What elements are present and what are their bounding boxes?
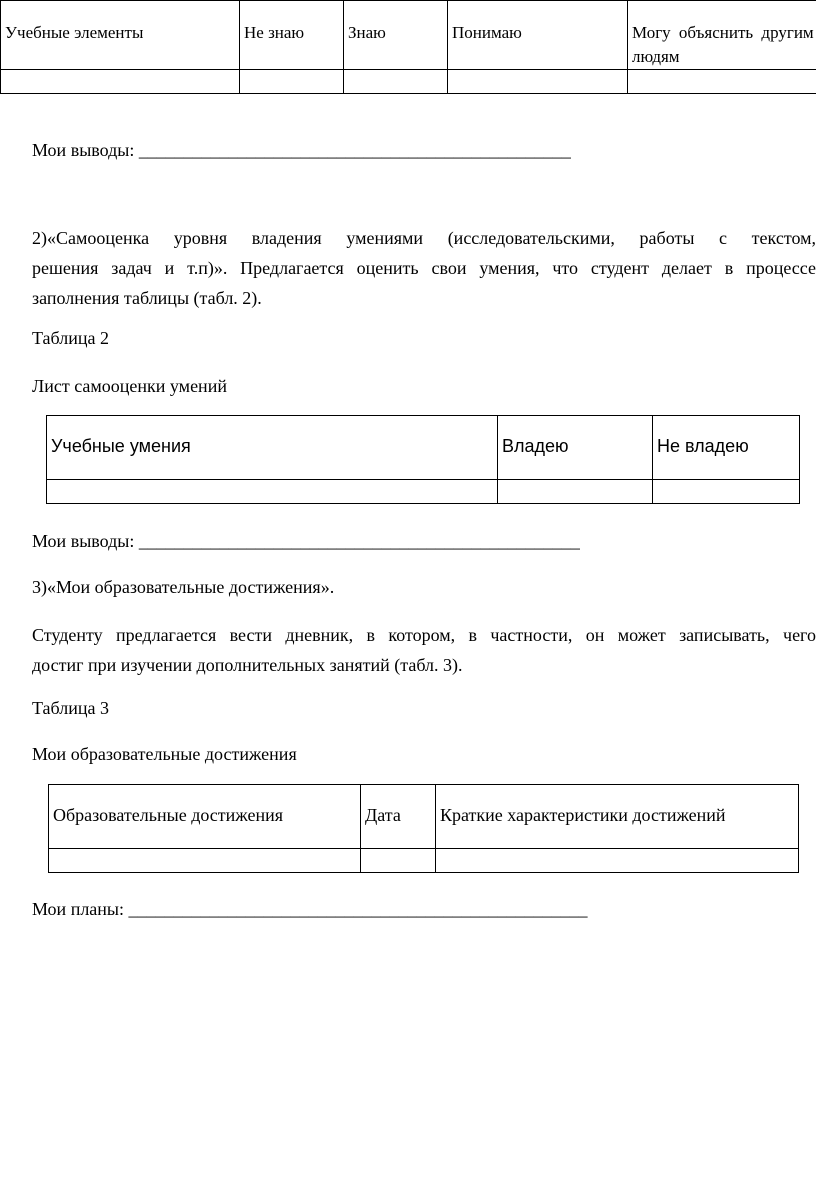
header-can-explain: Могу объяснить другим людям <box>628 1 816 70</box>
header-characteristics: Краткие характеристики достижений <box>436 785 799 849</box>
table-cell <box>1 70 240 94</box>
table-cell <box>498 480 653 504</box>
table-cell <box>448 70 628 94</box>
header-not-possess: Не владею <box>653 416 800 480</box>
header-learning-elements: Учебные элементы <box>1 1 240 70</box>
section-3-title: 3)«Мои образовательные достижения». <box>32 577 335 597</box>
section-3-paragraph <box>32 620 816 680</box>
table-cell <box>47 480 498 504</box>
conclusions-line-1: Мои выводы: ________________________________________________ <box>32 140 571 160</box>
header-skills: Учебные умения <box>47 416 498 480</box>
section-3-line-2: достиг при изучении дополнительных занятий (табл. 3). <box>32 655 463 675</box>
section-3-line-1: Студенту предлагается вести дневник, в котором, в частности, он может записывать, чего <box>32 625 816 645</box>
section-2-line-3: заполнения таблицы (табл. 2). <box>32 288 262 308</box>
table-cell <box>628 70 816 94</box>
table-3-title: Мои образовательные достижения <box>32 744 297 764</box>
table-2-title: Лист самооценки умений <box>32 376 227 396</box>
header-possess: Владею <box>498 416 653 480</box>
table-cell <box>344 70 448 94</box>
achievements-table <box>48 784 799 873</box>
section-2-line-1: 2)«Самооценка уровня владения умениями (исследовательскими, работы с текстом, <box>32 228 816 248</box>
knowledge-table <box>0 0 816 94</box>
table-cell <box>49 849 361 873</box>
table-cell <box>361 849 436 873</box>
section-2-line-2: решения задач и т.п)». Предлагается оценить свои умения, что студент делает в процессе <box>32 258 816 278</box>
table-2-caption: Таблица 2 <box>32 328 109 348</box>
table-cell <box>436 849 799 873</box>
table-cell <box>653 480 800 504</box>
plans-line: Мои планы: ___________________________________________________ <box>32 899 588 919</box>
header-achievements: Образовательные достижения <box>49 785 361 849</box>
conclusions-line-2: Мои выводы: _________________________________________________ <box>32 531 580 551</box>
header-understand: Понимаю <box>448 1 628 70</box>
section-2-paragraph <box>32 223 816 313</box>
skills-table <box>46 415 800 504</box>
header-know: Знаю <box>344 1 448 70</box>
table-cell <box>240 70 344 94</box>
table-3-caption: Таблица 3 <box>32 698 109 718</box>
header-dont-know: Не знаю <box>240 1 344 70</box>
header-date: Дата <box>361 785 436 849</box>
